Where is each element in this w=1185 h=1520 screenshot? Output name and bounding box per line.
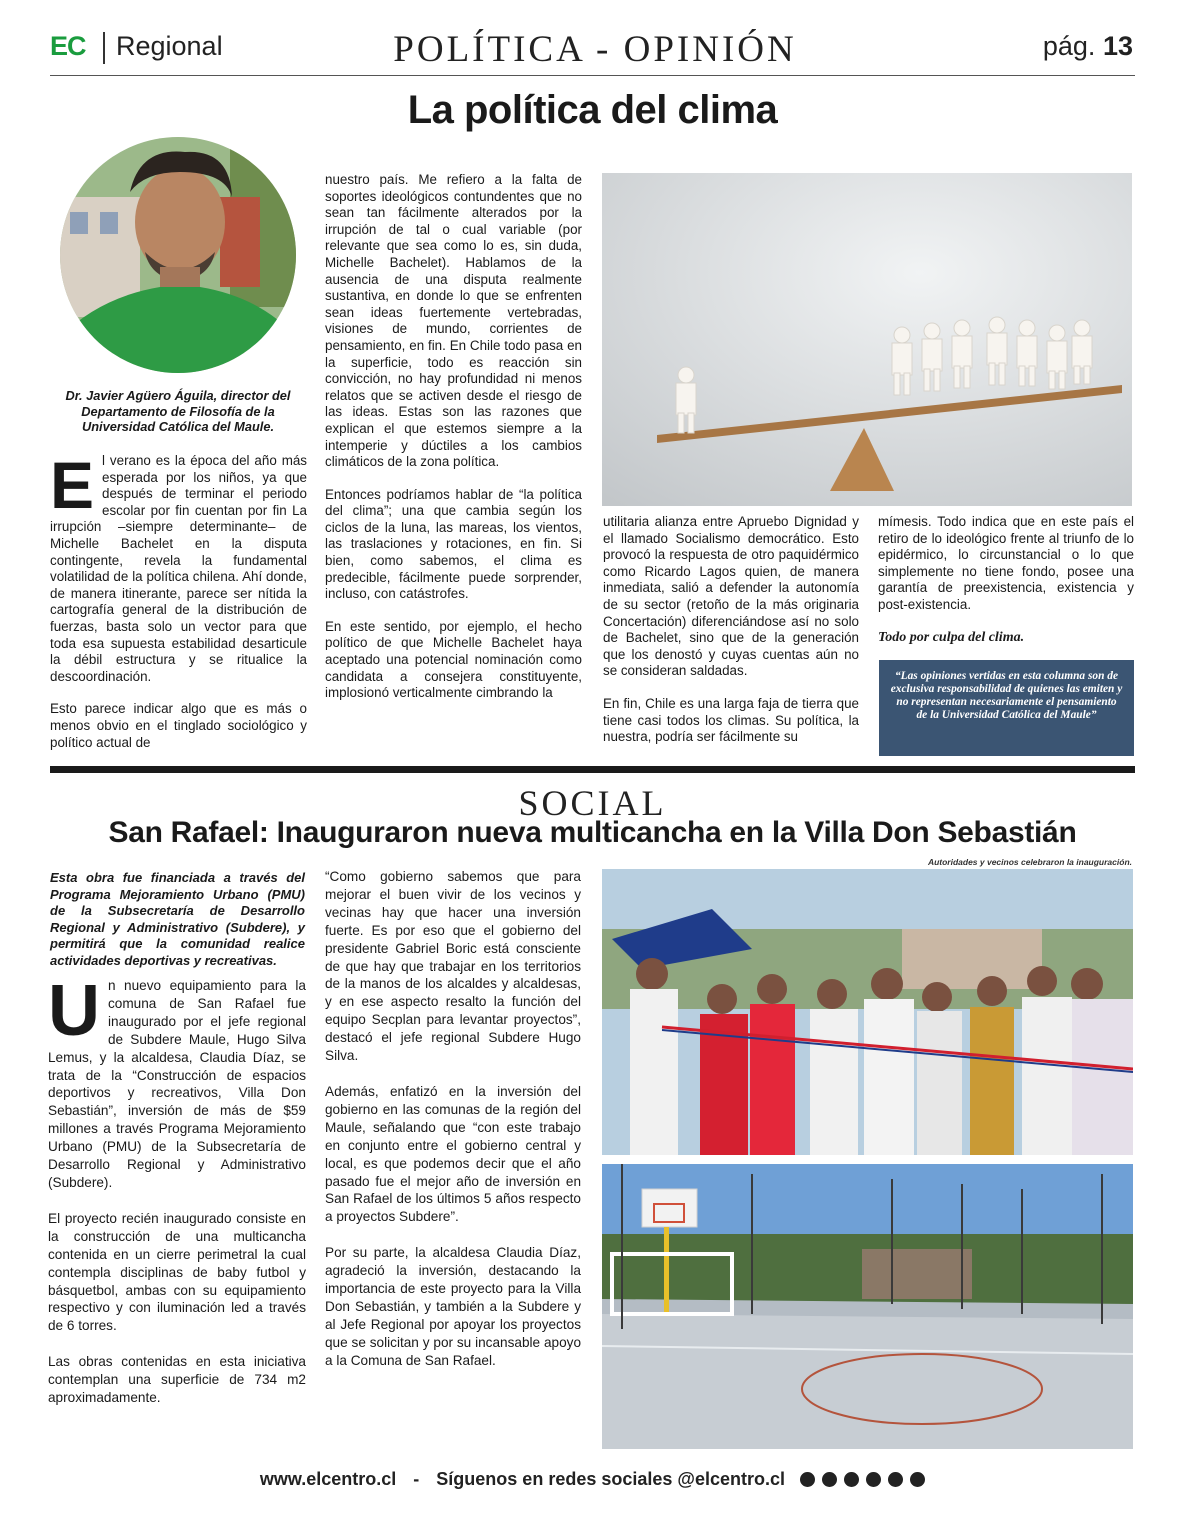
youtube-icon[interactable] (844, 1472, 859, 1487)
footer-separator: - (413, 1469, 420, 1489)
closing-line: Todo por culpa del clima. (878, 629, 1025, 645)
page-label: pág. (1042, 31, 1096, 61)
multicourt-photo (602, 1164, 1133, 1449)
drop-cap: U (48, 971, 100, 1051)
website-link[interactable]: www.elcentro.cl (259, 1469, 397, 1489)
logo[interactable]: EC (50, 31, 86, 61)
social-section-label: SOCIAL (518, 783, 667, 823)
page-title: POLÍTICA - OPINIÓN (393, 29, 797, 70)
paragraph: “Como gobierno sabemos que para mejorar el buen vivir de los vecinos y vecinas hay que hacer una inversión fuerte. Es por eso que el gobierno del presidente Gabriel Boric está consciente de que hay que trabajar en los territorios de la manos de los alcaldes y alcaldesas, y en ese aspecto resalto la función del equipo Secplan para levantar proyectos”, destacó el jefe regional Subdere Hugo Silva. (325, 869, 581, 1064)
paragraph: l verano es la época del año más esperada por los niños, ya que después de terminar el periodo escolar por fin cuentan por fin La irrupción –siempre determinante– de Michelle Bachelet en la disputa contingente, revela la fundamental volatilidad de la política chilena. Ahí donde, de manera itinerante, parece ser nítida la cartografía general de la distribución de fuerzas, basta solo un vector para que toda esa supuesta estabilidad desarticule la débil estructura y se ritualice la descoordinación. (50, 453, 307, 684)
opinion-column-1 (50, 448, 307, 767)
paragraph: En fin, Chile es una larga faja de tierra que tiene casi todos los climas. Su política, la nuestra, podría ser fácilmente su (603, 695, 859, 745)
paragraph: Las obras contenidas en esta iniciativa contemplan una superficie de 734 m2 aproximadamente. (48, 1354, 306, 1406)
opinion-headline: La política del clima (407, 88, 778, 132)
drop-cap: E (50, 448, 95, 522)
opinion-column-3 (603, 514, 859, 762)
opinion-column-4 (878, 514, 1134, 662)
paragraph: n nuevo equipamiento para la comuna de San Rafael fue inaugurado por el jefe regional de Subdere Maule, Hugo Silva Lemus, y la alcaldesa, Claudia Díaz, se trata de la “Construcción de espacios deportivos y recreativos, Villa Don Sebastián”, inversión de más de $59 millones a través Programa Mejoramiento Urbano (PMU) de la Subsecretaría de Desarrollo Regional y Administrativo (Subdere). (48, 978, 306, 1190)
header (50, 28, 1135, 76)
photo-caption: Autoridades y vecinos celebraron la inauguración. (927, 857, 1132, 867)
opinion-column-2 (325, 172, 582, 718)
paragraph: nuestro país. Me refiero a la falta de soportes ideológicos contundentes que no sean tan fácilmente alterados por la irrupción de tal o cual variable (por relevante que sea como lo es, sin duda, Michelle Bachelet). Hablamos de la ausencia de una disputa realmente sustantiva, en donde lo que se enfrenten sean ideas fuertemente vertebradas, visiones de mundo, corrientes de pensamiento, en fin. En Chile todo pasa en la superficie, todo es reacción sin convicción, no hay profundidad ni menos relatos que se activen desde el riesgo de las ideas. Estas son las razones que explican el que estemos siempre a la intemperie y dúctiles a los cambios climáticos de la zona política. (325, 172, 582, 470)
author-caption: Dr. Javier Agüero Águila, director del Departamento de Filosofía de la Universidad Católica del Maule. (65, 388, 291, 434)
social-headline: San Rafael: Inauguraron nueva multicancha en la Villa Don Sebastián (108, 816, 1077, 849)
section-divider (50, 766, 1135, 773)
header-rule (50, 75, 1135, 76)
page-number: 13 (1102, 31, 1133, 61)
tiktok-icon[interactable] (910, 1472, 925, 1487)
footer (50, 1469, 1135, 1492)
disclaimer-box: “Las opiniones vertidas en esta columna son de exclusiva responsabilidad de quienes las emiten y no representan necesariamente el pensamiento de la Universidad Católica del Maule” (879, 660, 1134, 756)
spotify-icon[interactable] (888, 1472, 903, 1487)
paragraph: En este sentido, por ejemplo, el hecho político de que Michelle Bachelet haya aceptado una potencial nominación como candidata a consejera constituyente, implosionó verticalmente cimbrando la (325, 618, 582, 701)
paragraph: El proyecto recién inaugurado consiste en la construcción de una multicancha contenida en un cierre perimetral la cual contempla disciplinas de baby futbol y básquetbol, ambas con su equipamiento respectivo y con iluminación led a través de 6 torres. (48, 1210, 306, 1334)
paragraph: Además, enfatizó en la inversión del gobierno en las comunas de la región del Maule, señalando que “con este trabajo en conjunto entre el gobierno central y local, es que podemos decir que el año pasado fue el mejor año de inversión en San Rafael de los últimos 5 años respecto a proyectos Subdere”. (325, 1083, 581, 1225)
social-text: Síguenos en redes sociales @elcentro.cl (436, 1469, 785, 1489)
paragraph: Esto parece indicar algo que es más o menos obvio en el tinglado sociológico y político actual de (50, 701, 307, 750)
facebook-icon[interactable] (800, 1472, 815, 1487)
header-divider (103, 32, 105, 64)
ribbon-cutting-photo (602, 869, 1133, 1155)
social-column-2 (325, 868, 581, 1386)
social-lead: Esta obra fue financiada a través del Programa Mejoramiento Urbano (PMU) de la Subsecretaría de Desarrollo Regional y Administrativo (Subdere), y permitirá que la comunidad realice actividades deportivas y recreativas. (50, 870, 305, 968)
paragraph: Entonces podríamos hablar de “la política del clima”; una que cambia según los ciclos de la luna, las mareas, los vientos, las traslaciones y rotaciones, en fin. Si bien, como sabemos, el clima es predecible, fácilmente puede sorprender, incluso, con catástrofes. (325, 486, 582, 602)
social-icons (800, 1471, 925, 1492)
twitter-icon[interactable] (866, 1472, 881, 1487)
page-number-block (1043, 31, 1133, 62)
section-label[interactable]: Regional (116, 31, 223, 61)
seesaw-photo (602, 173, 1132, 506)
author-portrait (60, 137, 296, 373)
paragraph: utilitaria alianza entre Apruebo Dignidad y el llamado Socialismo democrático. Esto provocó la respuesta de otro paquidérmico como Ricardo Lagos quien, de manera inmediata, salió a defender la autonomía de su sector (retoño de la más originaria Concertación) diferenciándose así no solo de Bachelet, sino que de la generación que los denostó y cuyas cuentas aún no se consideran saldadas. (603, 514, 859, 679)
paragraph: Por su parte, la alcaldesa Claudia Díaz, agradeció la inversión, destacando la importancia de este proyecto para la Villa Don Sebastián, y también a la Subdere y al Jefe Regional por apoyar los proyectos que se solicitan y por su incansable apoyo a la Comuna de San Rafael. (325, 1245, 581, 1368)
instagram-icon[interactable] (822, 1472, 837, 1487)
social-column-1 (48, 971, 306, 1423)
paragraph: mímesis. Todo indica que en este país el retiro de lo ideológico frente al triunfo de lo epidérmico, lo circunstancial o lo que simplemente no tiene fondo, posee una garantía de preexistencia, existencia y post-existencia. (878, 514, 1134, 612)
